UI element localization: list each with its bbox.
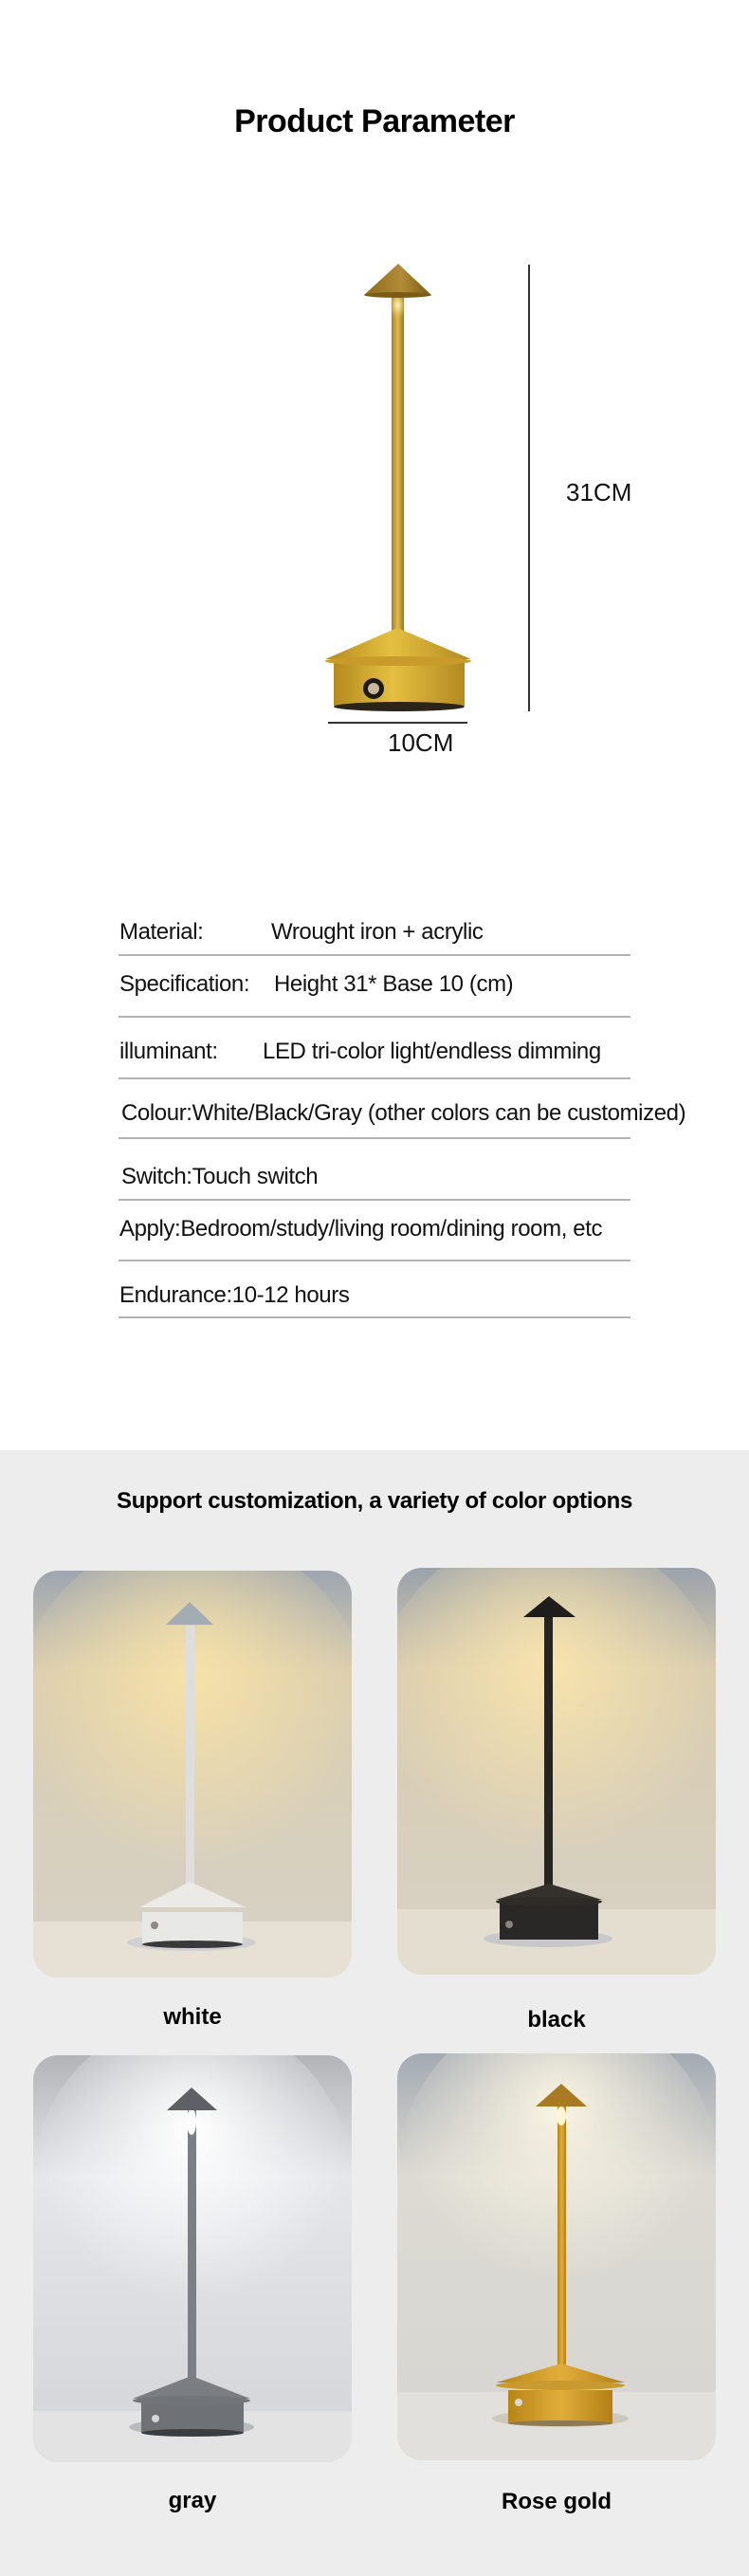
- color-option-card-black[interactable]: [397, 1568, 716, 1975]
- divider: [119, 1077, 630, 1079]
- divider: [119, 1137, 630, 1139]
- param-value: Wrought iron + acrylic: [271, 919, 484, 945]
- height-dimension-line: [528, 265, 530, 711]
- color-option-card-gray[interactable]: [33, 2055, 352, 2462]
- param-row-switch: [121, 1164, 318, 1190]
- param-row-material: [119, 919, 484, 946]
- param-label: illuminant:: [119, 1039, 218, 1064]
- param-value: Touch switch: [192, 1164, 319, 1189]
- param-label: Apply:: [119, 1216, 181, 1242]
- lamp-dimension-illustration: [313, 256, 484, 716]
- param-value: LED tri-color light/endless dimming: [263, 1039, 601, 1064]
- lamp-photo-white: [33, 1571, 352, 1978]
- color-option-label-rose-gold: Rose gold: [501, 2489, 612, 2514]
- param-label: Specification:: [119, 971, 250, 997]
- lamp-photo-black: [397, 1568, 716, 1975]
- base-dimension-label: 10CM: [388, 728, 454, 757]
- param-row-endurance: [119, 1282, 349, 1309]
- color-option-label-gray: gray: [168, 2488, 217, 2513]
- param-row-apply: [119, 1216, 602, 1242]
- param-value: Height 31* Base 10 (cm): [274, 971, 514, 997]
- param-label: Endurance:: [119, 1282, 232, 1308]
- divider: [119, 954, 630, 956]
- color-option-card-rose-gold[interactable]: [397, 2053, 716, 2460]
- section-heading: Support customization, a variety of color options: [116, 1488, 632, 1514]
- param-label: Switch:: [121, 1164, 192, 1189]
- height-dimension-label: 31CM: [566, 478, 632, 506]
- base-dimension-line: [328, 722, 467, 724]
- color-option-label-black: black: [527, 2007, 586, 2033]
- divider: [119, 1316, 630, 1318]
- param-row-colour: [121, 1100, 685, 1127]
- param-value: Bedroom/study/living room/dining room, etc: [180, 1216, 603, 1242]
- param-row-illuminant: [119, 1039, 601, 1065]
- param-label: Material:: [119, 919, 204, 945]
- page-title: Product Parameter: [234, 103, 515, 139]
- lamp-photo-gray: [33, 2055, 352, 2462]
- param-value: White/Black/Gray (other colors can be customized): [192, 1100, 686, 1126]
- color-option-card-white[interactable]: [33, 1571, 352, 1978]
- divider: [119, 1260, 630, 1261]
- param-value: 10-12 hours: [231, 1282, 350, 1308]
- divider: [119, 1016, 630, 1018]
- param-row-specification: [119, 971, 514, 998]
- param-label: Colour:: [121, 1100, 192, 1126]
- color-option-label-white: white: [163, 2004, 222, 2030]
- divider: [119, 1199, 630, 1201]
- lamp-photo-rose-gold: [397, 2053, 716, 2460]
